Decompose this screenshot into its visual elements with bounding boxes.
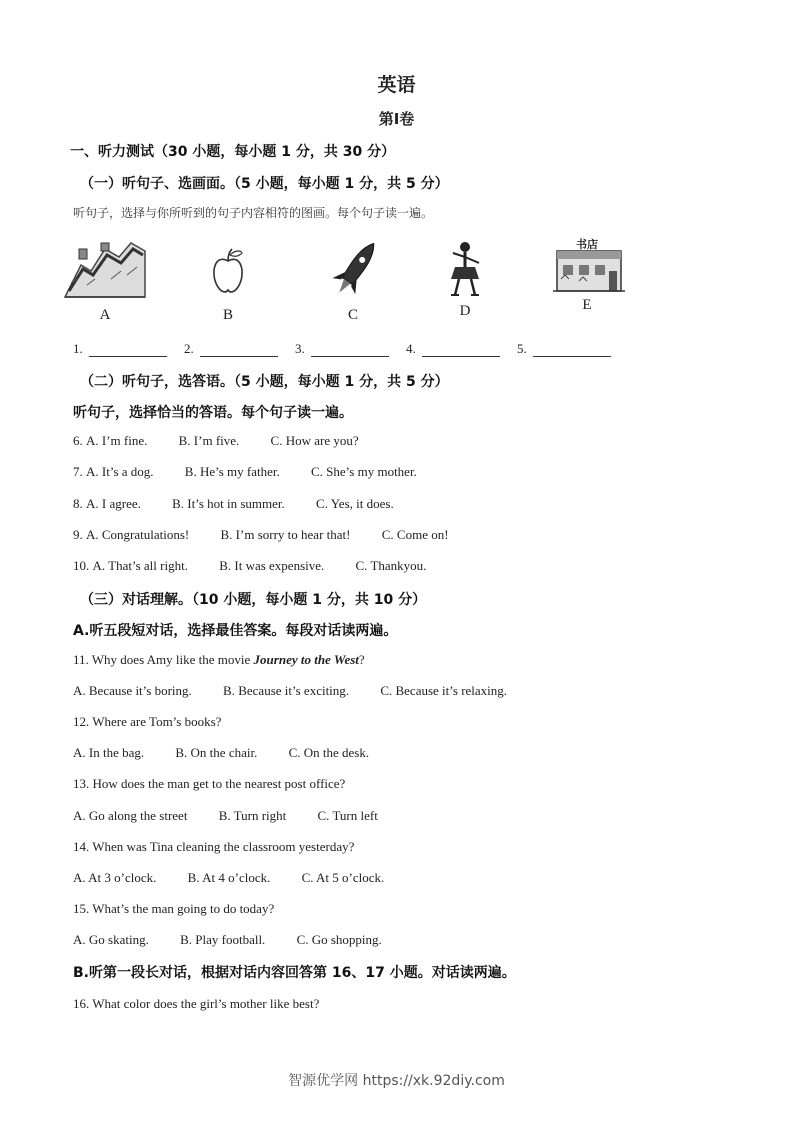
question-15: 15. What’s the man going to do today?	[73, 901, 275, 916]
picture-row	[60, 235, 660, 330]
dancer-icon	[421, 235, 509, 305]
picture-e	[542, 235, 632, 330]
picture-label: A	[99, 307, 111, 323]
option-b: B. On the chair.	[175, 745, 258, 760]
option-a: A. I agree.	[86, 496, 141, 511]
question-10	[73, 558, 426, 574]
blank-number: 1.	[73, 341, 83, 356]
option-c: C. Turn left	[317, 808, 378, 823]
apple-icon	[184, 235, 272, 305]
picture-d	[420, 235, 510, 330]
page-title: 英语	[377, 74, 416, 96]
bookstore-sign: 书店	[576, 238, 598, 251]
section1-instruction: 听句子，选择与你所听到的句子内容相符的图画。每个句子读一遍。	[73, 206, 434, 220]
question-9	[73, 527, 449, 543]
picture-label: B	[222, 307, 233, 323]
answer-blanks	[73, 341, 625, 357]
option-b: B. Turn right	[218, 808, 287, 823]
question-11-options	[73, 683, 507, 699]
option-a: A. Because it’s boring.	[73, 683, 192, 698]
blank-number: 2.	[184, 341, 194, 356]
movie-title: Journey to the West	[253, 652, 359, 667]
great-wall-icon	[61, 235, 149, 305]
option-b: B. Play football.	[180, 932, 266, 947]
option-a: A. I’m fine.	[86, 433, 148, 448]
question-14-options	[73, 870, 384, 886]
question-number: 9.	[73, 527, 83, 542]
question-text: 11. Why does Amy like the movie	[73, 652, 254, 667]
option-b: B. At 4 o’clock.	[187, 870, 271, 885]
answer-blank-2[interactable]	[200, 344, 278, 357]
picture-label: D	[459, 303, 471, 319]
answer-blank-4[interactable]	[422, 344, 500, 357]
option-a: A. That’s all right.	[92, 558, 188, 573]
picture-a	[60, 235, 150, 330]
picture-label: E	[582, 297, 592, 313]
answer-blank-1[interactable]	[89, 344, 167, 357]
answer-blank-5[interactable]	[533, 344, 611, 357]
option-c: C. At 5 o’clock.	[301, 870, 385, 885]
option-c: C. Because it’s relaxing.	[380, 683, 508, 698]
option-c: C. On the desk.	[288, 745, 370, 760]
option-b: B. I’m sorry to hear that!	[220, 527, 351, 542]
section3b-instruction: B.听第一段长对话，根据对话内容回答第 16、17 小题。对话读两遍。	[73, 965, 516, 981]
question-mark: ?	[358, 652, 365, 667]
question-number: 6.	[73, 433, 83, 448]
option-b: B. He’s my father.	[184, 464, 280, 479]
option-c: C. Go shopping.	[296, 932, 382, 947]
blank-number: 4.	[406, 341, 416, 356]
section1-heading: （一）听句子、选画面。（5 小题，每小题 1 分，共 5 分）	[80, 176, 449, 192]
rocket-icon	[309, 235, 397, 305]
question-8	[73, 496, 394, 512]
blank-number: 3.	[295, 341, 305, 356]
question-12: 12. Where are Tom’s books?	[73, 714, 222, 729]
section3a-instruction: A.听五段短对话，选择最佳答案。每段对话读两遍。	[73, 623, 398, 639]
option-b: B. It was expensive.	[219, 558, 325, 573]
option-b: B. It’s hot in summer.	[172, 496, 285, 511]
option-c: C. Thankyou.	[355, 558, 427, 573]
option-a: A. It’s a dog.	[86, 464, 154, 479]
option-a: A. Congratulations!	[86, 527, 190, 542]
question-7	[73, 464, 417, 480]
option-c: C. Yes, it does.	[316, 496, 394, 511]
option-a: A. Go skating.	[73, 932, 149, 947]
picture-b	[183, 235, 273, 330]
section2-instruction: 听句子，选择恰当的答语。每个句子读一遍。	[73, 405, 353, 421]
part1-heading: 一、听力测试（30 小题，每小题 1 分，共 30 分）	[70, 144, 396, 160]
blank-number: 5.	[517, 341, 527, 356]
option-c: C. How are you?	[270, 433, 359, 448]
question-11	[73, 652, 365, 668]
question-13: 13. How does the man get to the nearest post office?	[73, 776, 346, 791]
question-number: 10.	[73, 558, 90, 573]
question-number: 7.	[73, 464, 83, 479]
question-12-options	[73, 745, 369, 761]
footer-watermark: 智源优学网 https://xk.92diy.com	[288, 1073, 505, 1089]
question-14: 14. When was Tina cleaning the classroom yesterday?	[73, 839, 355, 854]
section2-heading: （二）听句子，选答语。（5 小题，每小题 1 分，共 5 分）	[80, 374, 449, 390]
picture-label: C	[347, 307, 358, 323]
answer-blank-3[interactable]	[311, 344, 389, 357]
option-a: A. In the bag.	[73, 745, 145, 760]
option-b: B. Because it’s exciting.	[223, 683, 350, 698]
question-13-options	[73, 808, 378, 824]
question-6	[73, 433, 359, 449]
option-a: A. Go along the street	[73, 808, 188, 823]
option-c: C. Come on!	[381, 527, 449, 542]
question-number: 8.	[73, 496, 83, 511]
page-subtitle: 第Ⅰ卷	[378, 110, 415, 128]
question-16: 16. What color does the girl’s mother like best?	[73, 996, 320, 1011]
picture-c	[308, 235, 398, 330]
option-c: C. She’s my mother.	[311, 464, 417, 479]
question-15-options	[73, 932, 382, 948]
section3-heading: （三）对话理解。（10 小题，每小题 1 分，共 10 分）	[80, 592, 427, 608]
option-a: A. At 3 o’clock.	[73, 870, 157, 885]
option-b: B. I’m five.	[178, 433, 240, 448]
